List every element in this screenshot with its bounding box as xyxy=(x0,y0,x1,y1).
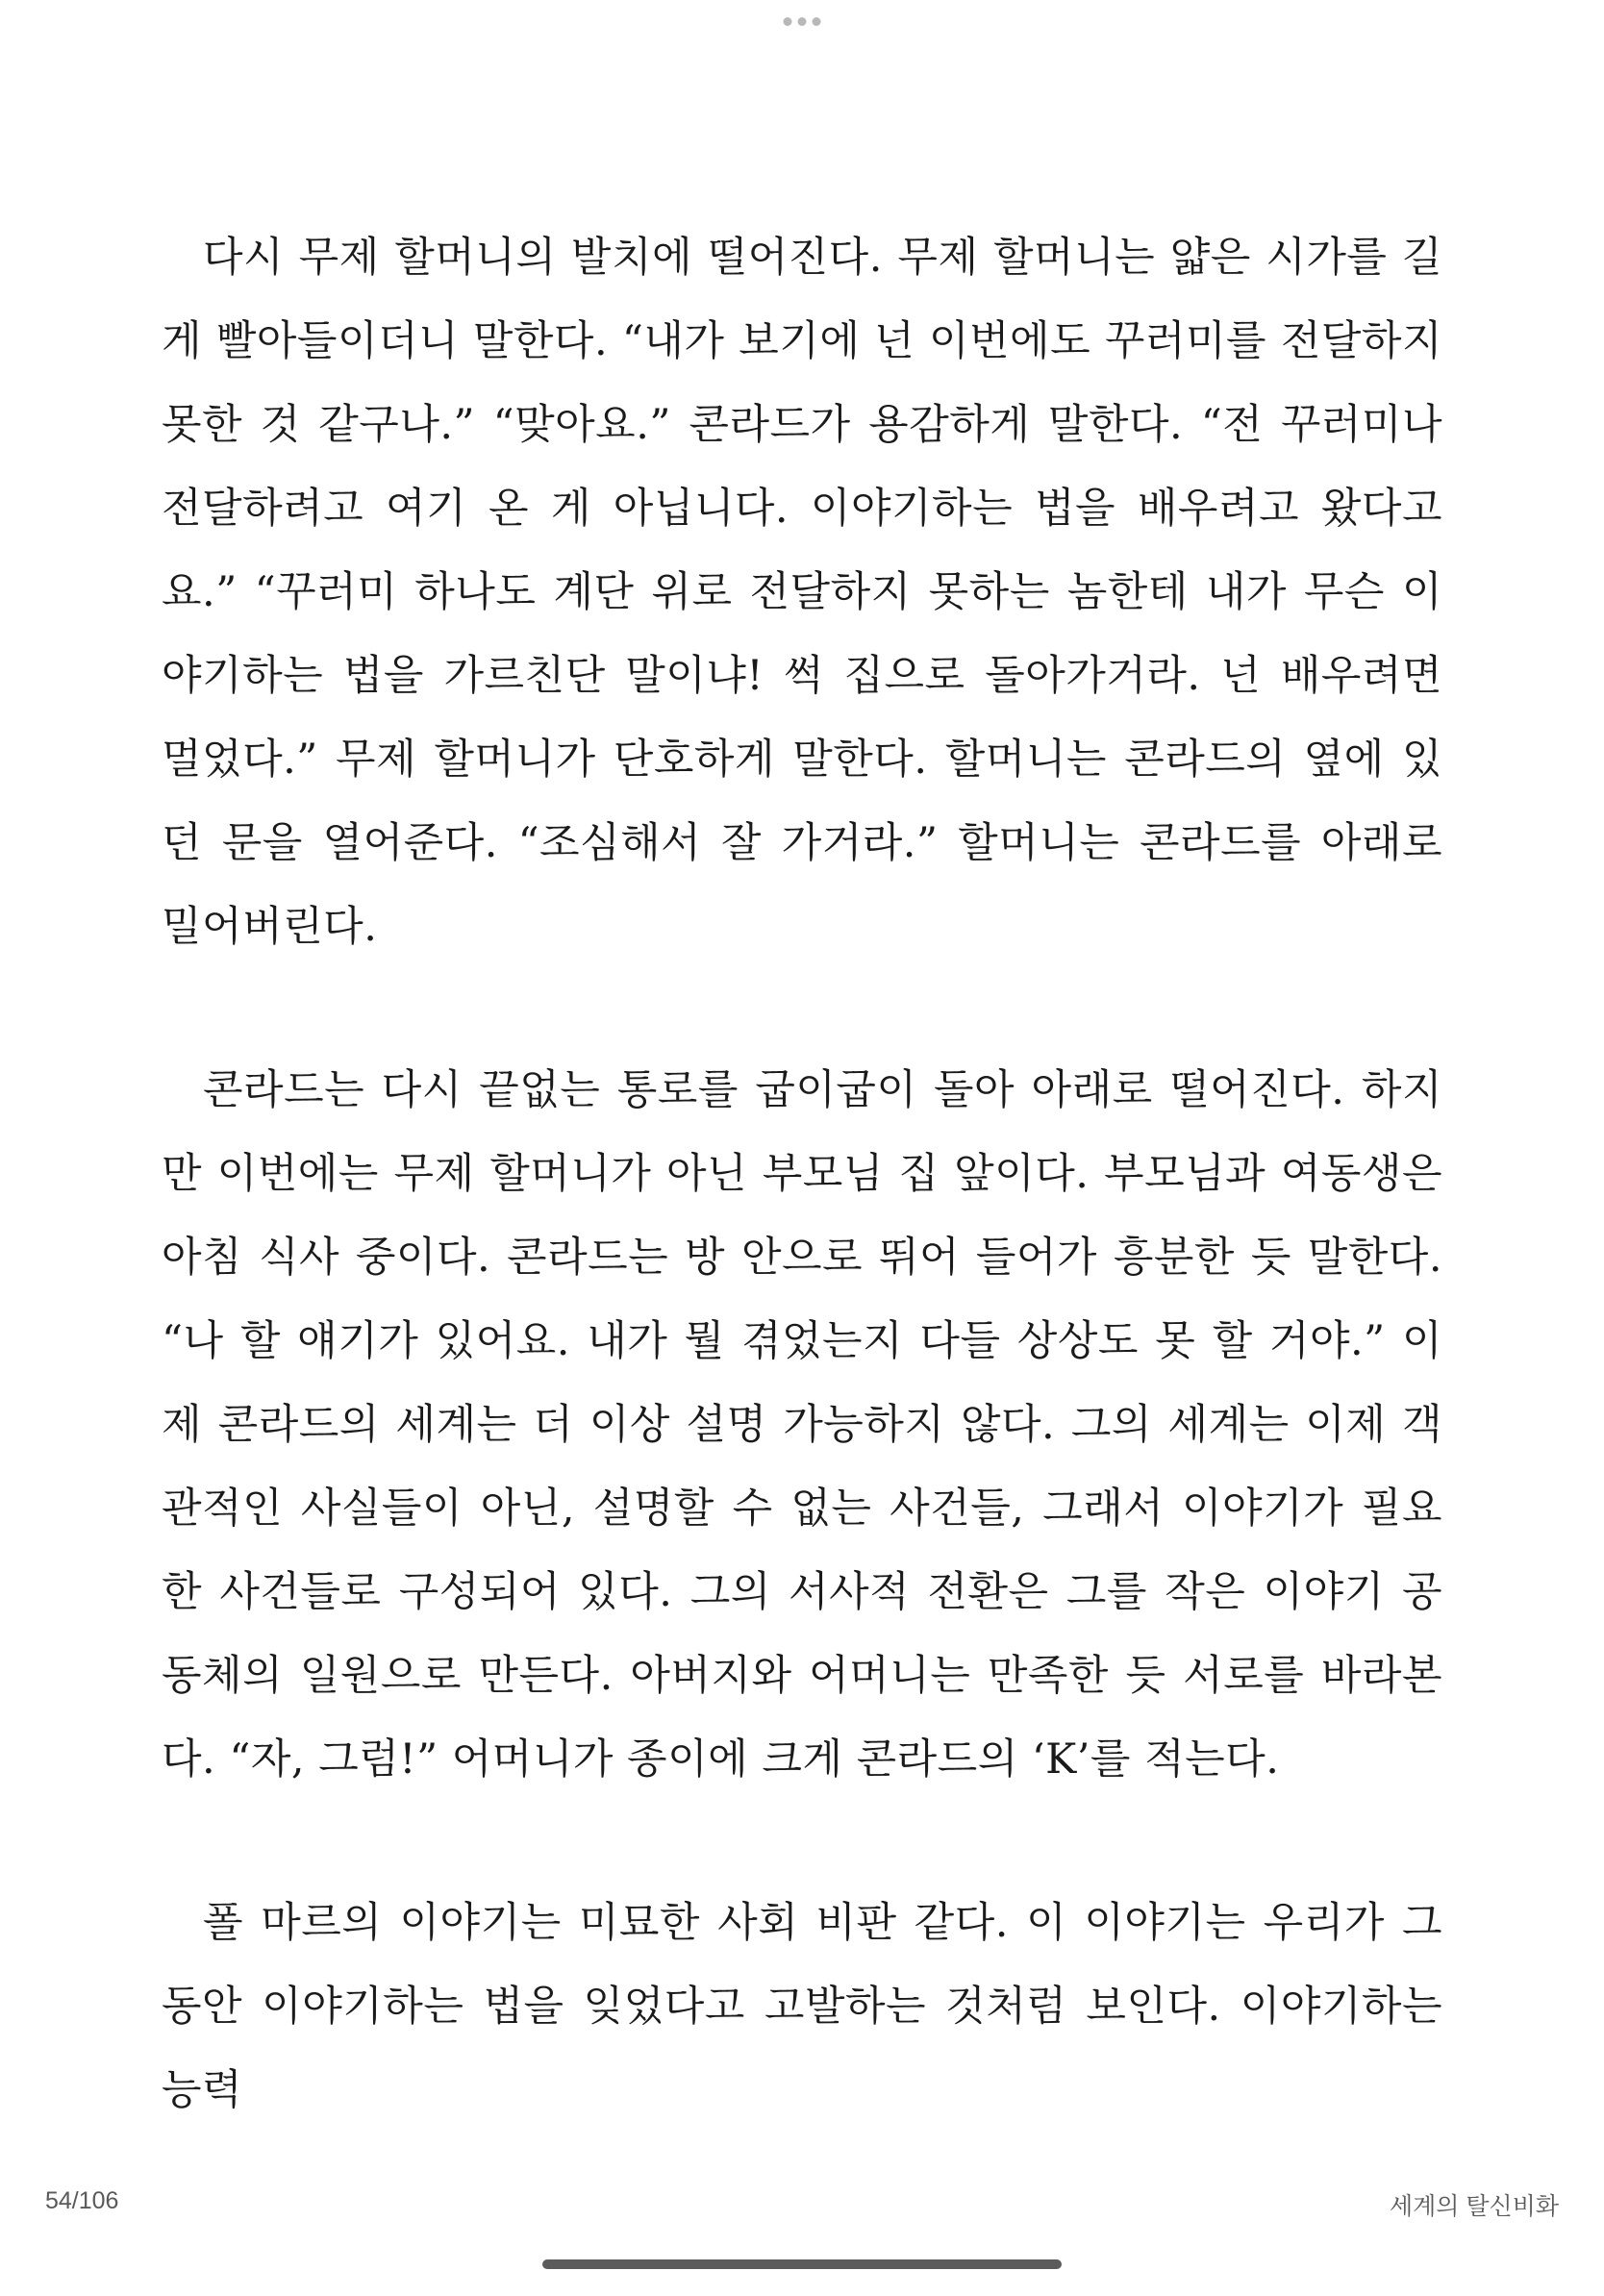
home-indicator[interactable] xyxy=(542,2259,1062,2269)
page-indicator: 54/106 xyxy=(45,2187,119,2214)
paragraph: 다시 무제 할머니의 발치에 떨어진다. 무제 할머니는 얇은 시가를 길게 빨아들이더니 말한다. “내가 보기에 넌 이번에도 꾸러미를 전달하지 못한 것 같구나.” “맞아요.” 콘라드가 용감하게 말한다. “전 꾸러미나 전달하려고 여기 온 게 아닙니다. 이야기하는 법을 배우려고 왔다고요.” “꾸러미 하나도 계단 위로 전달하지 못하는 놈한테 내가 무슨 이야기하는 법을 가르친단 말이냐! 썩 집으로 돌아가거라. 넌 배우려면 멀었다.” 무제 할머니가 단호하게 말한다. 할머니는 콘라드의 옆에 있던 문을 열어준다. “조심해서 잘 가거라.” 할머니는 콘라드를 아래로 밀어버린다. xyxy=(162,234,1442,951)
paragraph: 콘라드는 다시 끝없는 통로를 굽이굽이 돌아 아래로 떨어진다. 하지만 이번에는 무제 할머니가 아닌 부모님 집 앞이다. 부모님과 여동생은 아침 식사 중이다. 콘라드는 방 안으로 뛰어 들어가 흥분한 듯 말한다. “나 할 얘기가 있어요. 내가 뭘 겪었는지 다들 상상도 못 할 거야.” 이제 콘라드의 세계는 더 이상 설명 가능하지 않다. 그의 세계는 이제 객관적인 사실들이 아닌, 설명할 수 없는 사건들, 그래서 이야기가 필요한 사건들로 구성되어 있다. 그의 서사적 전환은 그를 작은 이야기 공동체의 일원으로 만든다. 아버지와 어머니는 만족한 듯 서로를 바라본다. “자, 그럼!” 어머니가 종이에 크게 콘라드의 ‘K’를 적는다. xyxy=(162,1066,1443,1784)
more-dots-icon[interactable] xyxy=(784,15,821,27)
page-body xyxy=(162,216,1442,2133)
dot xyxy=(798,17,807,26)
dot xyxy=(784,17,792,26)
paragraph: 폴 마르의 이야기는 미묘한 사회 비판 같다. 이 이야기는 우리가 그동안 이야기하는 법을 잊었다고 고발하는 것처럼 보인다. 이야기하는 능력 xyxy=(162,1899,1442,2114)
dot xyxy=(813,17,821,26)
book-title: 세계의 탈신비화 xyxy=(1390,2193,1559,2220)
